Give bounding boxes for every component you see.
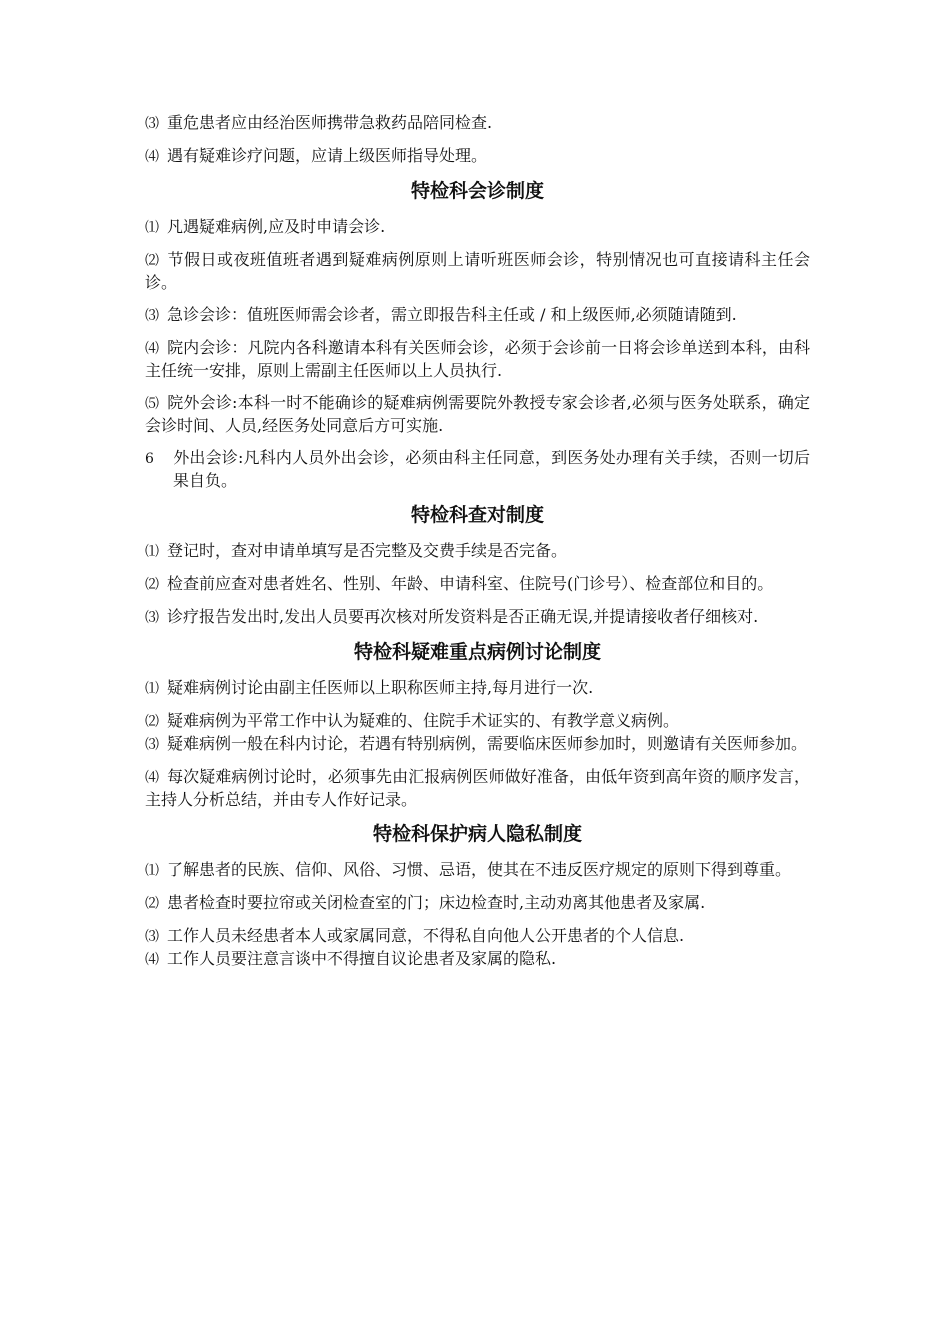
- discussion-item-2: [145, 710, 810, 733]
- consultation-item-4: [145, 337, 810, 382]
- privacy-item-1: [145, 859, 810, 882]
- item-number: ⑶: [145, 737, 159, 753]
- item-number: ⑷: [145, 952, 159, 968]
- intro-item-4: [145, 145, 810, 168]
- item-text: 外出会诊:凡科内人员外出会诊，必须由科主任同意，到医务处办理有关手续，否则一切后果自负。: [173, 448, 810, 490]
- item-text: 院外会诊:本科一时不能确诊的疑难病例需要院外教授专家会诊者,必须与医务处联系，确定会诊时间、人员,经医务处同意后方可实施.: [145, 393, 811, 435]
- consultation-item-3: [145, 304, 810, 327]
- privacy-item-3: [145, 925, 810, 948]
- item-number: ⑴: [145, 544, 159, 560]
- item-text: 重危患者应由经治医师携带急救药品陪同检查.: [167, 113, 493, 132]
- item-text: 登记时，查对申请单填写是否完整及交费手续是否完备。: [167, 541, 568, 560]
- document-page: [145, 112, 810, 981]
- item-text: 疑难病例为平常工作中认为疑难的、住院手术证实的、有教学意义病例。: [167, 711, 680, 730]
- item-number: ⑴: [145, 863, 159, 879]
- discussion-item-4: [145, 766, 810, 811]
- item-number: 6: [145, 451, 154, 467]
- consultation-item-6: [145, 447, 810, 492]
- consultation-item-5: [145, 392, 810, 437]
- item-number: ⑵: [145, 253, 160, 269]
- section-title-verification: 特检科查对制度: [410, 504, 544, 526]
- item-number: ⑸: [145, 396, 160, 412]
- privacy-item-2: [145, 892, 810, 915]
- item-number: ⑴: [145, 681, 159, 697]
- item-text: 每次疑难病例讨论时，必须事先由汇报病例医师做好准备，由低年资到高年资的顺序发言，主持人分析总结，并由专人作好记录。: [145, 767, 810, 809]
- item-number: ⑶: [145, 308, 159, 324]
- item-text: 凡遇疑难病例,应及时申请会诊.: [167, 217, 386, 236]
- item-number: ⑵: [145, 896, 159, 912]
- item-text: 检查前应查对患者姓名、性别、年龄、申请科室、住院号(门诊号）、检查部位和目的。: [167, 574, 774, 593]
- discussion-item-1: [145, 677, 810, 700]
- item-number: ⑶: [145, 929, 159, 945]
- item-number: ⑵: [145, 577, 159, 593]
- verification-item-3: [145, 606, 810, 629]
- section-title-privacy: 特检科保护病人隐私制度: [372, 823, 582, 845]
- item-number: ⑶: [145, 610, 159, 626]
- discussion-item-3: [145, 733, 810, 756]
- item-text: 急诊会诊：值班医师需会诊者，需立即报告科主任或 / 和上级医师,必须随请随到.: [167, 305, 737, 324]
- item-text: 诊疗报告发出时,发出人员要再次核对所发资料是否正确无误,并提请接收者仔细核对.: [167, 607, 759, 626]
- item-text: 了解患者的民族、信仰、风俗、习惯、忌语，使其在不违反医疗规定的原则下得到尊重。: [167, 860, 792, 879]
- item-text: 工作人员未经患者本人或家属同意，不得私自向他人公开患者的个人信息.: [167, 926, 685, 945]
- consultation-item-2: [145, 249, 810, 294]
- verification-item-2: [145, 573, 810, 596]
- item-text: 疑难病例讨论由副主任医师以上职称医师主持,每月进行一次.: [167, 678, 594, 697]
- consultation-item-1: [145, 216, 810, 239]
- item-number: ⑷: [145, 341, 160, 357]
- item-text: 遇有疑难诊疗问题，应请上级医师指导处理。: [167, 146, 488, 165]
- item-number: ⑷: [145, 770, 160, 786]
- item-number: ⑶: [145, 116, 159, 132]
- item-text: 疑难病例一般在科内讨论，若遇有特别病例，需要临床医师参加时，则邀请有关医师参加。: [167, 734, 808, 753]
- item-number: ⑴: [145, 220, 159, 236]
- verification-item-1: [145, 540, 810, 563]
- item-text: 院内会诊：凡院内各科邀请本科有关医师会诊，必须于会诊前一日将会诊单送到本科，由科主任统一安排，原则上需副主任医师以上人员执行.: [145, 338, 810, 380]
- item-number: ⑵: [145, 714, 159, 730]
- section-title-case-discussion: 特检科疑难重点病例讨论制度: [353, 641, 601, 663]
- item-text: 患者检查时要拉帘或关闭检查室的门；床边检查时,主动劝离其他患者及家属.: [167, 893, 706, 912]
- section-title-consultation: 特检科会诊制度: [410, 180, 544, 202]
- item-number: ⑷: [145, 149, 159, 165]
- item-text: 工作人员要注意言谈中不得擅自议论患者及家属的隐私.: [167, 949, 557, 968]
- privacy-item-4: [145, 948, 810, 971]
- item-text: 节假日或夜班值班者遇到疑难病例原则上请听班医师会诊，特别情况也可直接请科主任会诊。: [145, 250, 810, 292]
- intro-item-3: [145, 112, 810, 135]
